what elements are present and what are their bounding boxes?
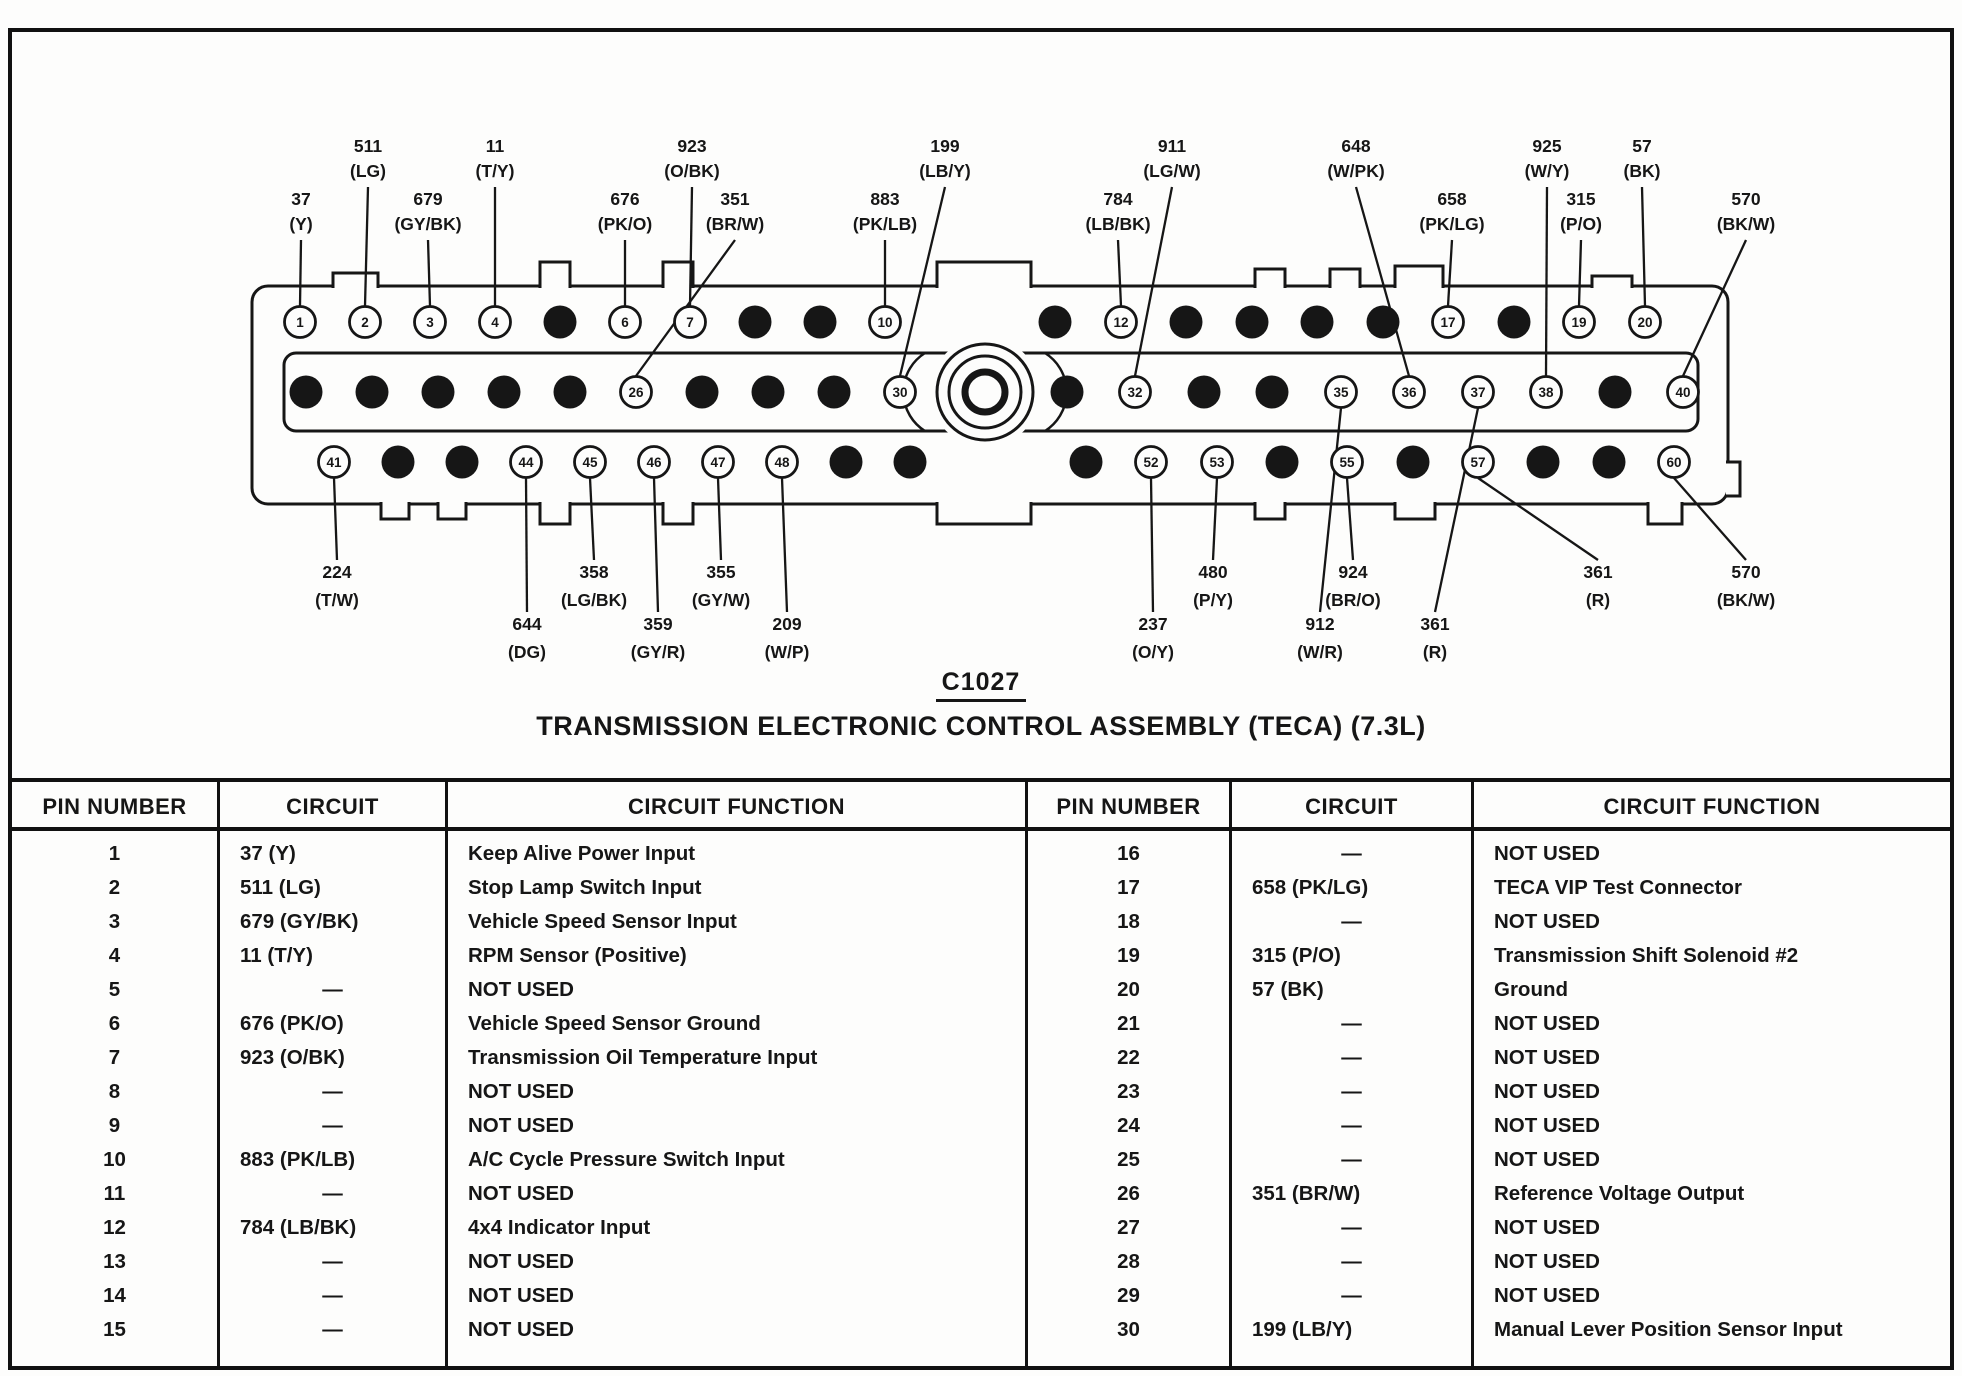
circuit-cell: —	[1341, 1046, 1362, 1069]
wire-circuit-number: 925	[1532, 136, 1562, 156]
pin-number-cell: 24	[1117, 1114, 1140, 1137]
pin-number-30: 30	[892, 385, 908, 400]
circuit-cell: 883 (PK/LB)	[240, 1148, 356, 1171]
wire-circuit-number: 480	[1198, 562, 1228, 582]
connector-key-tab	[381, 502, 409, 519]
wire-circuit-number: 644	[512, 614, 542, 634]
table-column-right-circuit	[1232, 782, 1474, 1366]
wire-circuit-number: 676	[610, 189, 640, 209]
circuit-cell: —	[322, 1250, 343, 1273]
circuit-cell: —	[1341, 1148, 1362, 1171]
pin-number-46: 46	[646, 455, 662, 470]
pin-21-unused	[290, 376, 323, 409]
pin-number-cell: 4	[108, 944, 121, 967]
circuit-cell: 57 (BK)	[1252, 978, 1324, 1001]
connector-key-tab	[937, 262, 1031, 288]
circuit-function-cell: NOT USED	[1494, 910, 1600, 933]
wire-circuit-number: 359	[643, 614, 673, 634]
column-cells	[1028, 831, 1229, 1347]
pin-33-unused	[1188, 376, 1221, 409]
pin-50-unused	[894, 446, 927, 479]
wire-color-code: (BK/W)	[1716, 590, 1776, 610]
wire-leader-line	[1347, 478, 1353, 560]
pin-number-40: 40	[1675, 385, 1691, 400]
circuit-function-cell: 4x4 Indicator Input	[468, 1216, 651, 1239]
pin-42-unused	[382, 446, 415, 479]
column-header: CIRCUIT FUNCTION	[448, 782, 1025, 831]
circuit-cell: —	[1341, 1284, 1362, 1307]
pin-58-unused	[1527, 446, 1560, 479]
circuit-function-cell: NOT USED	[468, 1318, 574, 1341]
pin-number-17: 17	[1440, 315, 1456, 330]
wire-leader-line	[1448, 240, 1452, 306]
circuit-function-cell: NOT USED	[468, 978, 574, 1001]
wire-color-code: (BK)	[1623, 161, 1661, 181]
circuit-function-cell: Reference Voltage Output	[1494, 1182, 1745, 1205]
connector-key-tab	[1648, 502, 1682, 524]
pin-11-unused	[1039, 306, 1072, 339]
pin-number-60: 60	[1666, 455, 1682, 470]
pin-number-3: 3	[426, 315, 434, 330]
circuit-function-cell: NOT USED	[468, 1080, 574, 1103]
circuit-function-cell: Vehicle Speed Sensor Ground	[468, 1012, 761, 1035]
wire-circuit-number: 199	[930, 136, 960, 156]
wire-leader-line	[782, 478, 787, 612]
pin-number-12: 12	[1113, 315, 1129, 330]
pin-number-32: 32	[1127, 385, 1143, 400]
pin-number-cell: 7	[108, 1046, 121, 1069]
circuit-cell: —	[322, 1284, 343, 1307]
connector-diagram	[12, 32, 1950, 778]
wire-circuit-number: 224	[322, 562, 352, 582]
pin-number-57: 57	[1470, 455, 1486, 470]
pin-number-36: 36	[1401, 385, 1417, 400]
wire-circuit-number: 912	[1305, 614, 1335, 634]
wire-circuit-number: 911	[1157, 136, 1187, 156]
pin-number-7: 7	[686, 315, 694, 330]
circuit-function-cell: NOT USED	[468, 1182, 574, 1205]
wire-color-code: (T/W)	[315, 590, 359, 610]
pin-9-unused	[804, 306, 837, 339]
circuit-function-cell: Stop Lamp Switch Input	[468, 876, 702, 899]
circuit-cell: 37 (Y)	[240, 842, 296, 865]
wire-leader-line	[300, 240, 301, 306]
mount-hole-mask	[930, 337, 1040, 447]
circuit-cell: 315 (P/O)	[1252, 944, 1341, 967]
circuit-function-cell: RPM Sensor (Positive)	[468, 944, 687, 967]
circuit-cell: —	[322, 1080, 343, 1103]
circuit-cell: —	[1341, 1012, 1362, 1035]
pin-15-unused	[1301, 306, 1334, 339]
pin-number-6: 6	[621, 315, 629, 330]
wire-color-code: (O/BK)	[664, 161, 720, 181]
wire-leader-line	[1579, 240, 1581, 306]
pin-number-cell: 9	[108, 1114, 121, 1137]
pin-29-unused	[818, 376, 851, 409]
connector-key-tab	[1592, 276, 1632, 288]
circuit-function-cell: TECA VIP Test Connector	[1494, 876, 1742, 899]
column-header: CIRCUIT	[1232, 782, 1471, 831]
column-header: CIRCUIT	[220, 782, 445, 831]
wire-color-code: (BR/O)	[1325, 590, 1381, 610]
pin-28-unused	[752, 376, 785, 409]
circuit-cell: 658 (PK/LG)	[1252, 876, 1369, 899]
pin-number-53: 53	[1209, 455, 1225, 470]
schematic-sheet	[8, 28, 1954, 1370]
column-header: PIN NUMBER	[1028, 782, 1229, 831]
pin-27-unused	[686, 376, 719, 409]
circuit-cell: 199 (LB/Y)	[1252, 1318, 1353, 1341]
wire-color-code: (W/Y)	[1524, 161, 1570, 181]
circuit-cell: 923 (O/BK)	[240, 1046, 345, 1069]
pin-number-cell: 1	[108, 842, 121, 865]
circuit-cell: —	[1341, 910, 1362, 933]
wire-color-code: (PK/LG)	[1419, 214, 1485, 234]
pin-5-unused	[544, 306, 577, 339]
wire-circuit-number: 355	[706, 562, 736, 582]
column-cells	[1474, 831, 1950, 1347]
wire-circuit-number: 923	[677, 136, 707, 156]
circuit-function-cell: Transmission Shift Solenoid #2	[1494, 944, 1799, 967]
wire-leader-line	[428, 240, 430, 306]
circuit-cell: —	[322, 1114, 343, 1137]
column-header: CIRCUIT FUNCTION	[1474, 782, 1950, 831]
circuit-cell: —	[322, 1318, 343, 1341]
circuit-cell: —	[1341, 1114, 1362, 1137]
wire-leader-line	[365, 187, 368, 306]
pin-number-19: 19	[1571, 315, 1587, 330]
connector-key-tab	[937, 502, 1031, 524]
wire-color-code: (LG)	[350, 161, 386, 181]
pin-number-4: 4	[491, 315, 499, 330]
wire-leader-line	[1118, 240, 1121, 306]
wire-leader-line	[718, 478, 721, 560]
wire-circuit-number: 784	[1103, 189, 1133, 209]
connector-key-tab	[1255, 269, 1285, 288]
pin-number-cell: 20	[1117, 978, 1140, 1001]
circuit-function-cell: NOT USED	[1494, 1046, 1600, 1069]
pin-number-41: 41	[326, 455, 342, 470]
pin-number-cell: 11	[103, 1182, 126, 1205]
wire-color-code: (W/PK)	[1327, 161, 1385, 181]
pin-number-cell: 26	[1117, 1182, 1140, 1205]
wire-color-code: (P/Y)	[1193, 590, 1233, 610]
wire-color-code: (R)	[1585, 590, 1611, 610]
pin-25-unused	[554, 376, 587, 409]
wire-color-code: (GY/W)	[691, 590, 751, 610]
circuit-function-cell: Ground	[1494, 978, 1569, 1001]
circuit-cell: —	[1341, 842, 1362, 865]
circuit-function-cell: A/C Cycle Pressure Switch Input	[468, 1148, 785, 1171]
pin-number-cell: 19	[1117, 944, 1140, 967]
column-cells	[448, 831, 1025, 1347]
pin-54-unused	[1266, 446, 1299, 479]
wire-leader-line	[1213, 478, 1217, 560]
pin-number-cell: 30	[1117, 1318, 1140, 1341]
wire-color-code: (T/Y)	[475, 161, 515, 181]
table-column-left-pin	[12, 782, 220, 1366]
pin-number-cell: 6	[108, 1012, 121, 1035]
connector-key-tab	[438, 502, 466, 519]
pin-13-unused	[1170, 306, 1203, 339]
pin-number-cell: 21	[1117, 1012, 1140, 1035]
diagram-title: TRANSMISSION ELECTRONIC CONTROL ASSEMBLY (TECA) (7.3L)	[536, 711, 1426, 741]
pin-56-unused	[1397, 446, 1430, 479]
pin-39-unused	[1599, 376, 1632, 409]
circuit-cell: —	[1341, 1216, 1362, 1239]
wire-leader-line	[690, 187, 692, 306]
wire-color-code: (W/R)	[1297, 642, 1343, 662]
pin-number-cell: 2	[108, 876, 121, 899]
pin-number-cell: 14	[103, 1284, 126, 1307]
pin-14-unused	[1236, 306, 1269, 339]
wire-color-code: (BR/W)	[705, 214, 765, 234]
wire-color-code: (DG)	[508, 642, 546, 662]
circuit-cell: 351 (BR/W)	[1252, 1182, 1361, 1205]
wire-circuit-number: 883	[870, 189, 900, 209]
connector-key-tab	[663, 502, 693, 524]
circuit-function-cell: NOT USED	[1494, 1080, 1600, 1103]
wire-circuit-number: 57	[1632, 136, 1652, 156]
pin-number-cell: 5	[108, 978, 121, 1001]
circuit-function-cell: NOT USED	[1494, 1216, 1600, 1239]
pin-number-cell: 16	[1117, 842, 1140, 865]
circuit-cell: 676 (PK/O)	[240, 1012, 344, 1035]
pin-number-20: 20	[1637, 315, 1653, 330]
wire-leader-line	[1478, 478, 1598, 560]
circuit-cell: 11 (T/Y)	[240, 944, 313, 967]
wire-leader-line	[334, 478, 337, 560]
pin-number-37: 37	[1470, 385, 1486, 400]
table-column-right-pin	[1028, 782, 1232, 1366]
connector-key-tab	[1395, 266, 1443, 288]
pin-number-cell: 15	[103, 1318, 126, 1341]
pin-51-unused	[1070, 446, 1103, 479]
wire-circuit-number: 11	[485, 136, 505, 156]
circuit-function-cell: NOT USED	[1494, 842, 1600, 865]
pin-8-unused	[739, 306, 772, 339]
pin-number-cell: 13	[103, 1250, 126, 1273]
pin-number-cell: 23	[1117, 1080, 1140, 1103]
wire-circuit-number: 237	[1138, 614, 1168, 634]
table-column-left-func	[448, 782, 1028, 1366]
circuit-cell: —	[322, 978, 343, 1001]
pin-number-52: 52	[1143, 455, 1159, 470]
pin-43-unused	[446, 446, 479, 479]
wire-color-code: (Y)	[289, 214, 313, 234]
pin-number-2: 2	[361, 315, 369, 330]
connector-key-tab	[1726, 462, 1740, 496]
wire-circuit-number: 924	[1338, 562, 1368, 582]
column-cells	[220, 831, 445, 1347]
connector-key-tab	[1395, 502, 1435, 519]
connector-id: C1027	[936, 668, 1027, 702]
wire-circuit-number: 351	[720, 189, 750, 209]
column-cells	[1232, 831, 1471, 1347]
wire-circuit-number: 511	[353, 136, 383, 156]
wire-circuit-number: 658	[1437, 189, 1467, 209]
wire-color-code: (LB/Y)	[919, 161, 971, 181]
connector-key-tab	[540, 502, 570, 524]
pin-49-unused	[830, 446, 863, 479]
wire-color-code: (GY/R)	[630, 642, 686, 662]
circuit-cell: 784 (LB/BK)	[240, 1216, 357, 1239]
wire-circuit-number: 361	[1583, 562, 1613, 582]
pin-number-38: 38	[1538, 385, 1554, 400]
wire-color-code: (PK/O)	[597, 214, 653, 234]
circuit-function-cell: NOT USED	[1494, 1250, 1600, 1273]
circuit-function-cell: NOT USED	[468, 1250, 574, 1273]
wire-circuit-number: 315	[1566, 189, 1596, 209]
wire-color-code: (R)	[1422, 642, 1448, 662]
connector-key-tab	[540, 262, 570, 288]
pin-number-10: 10	[877, 315, 893, 330]
wire-leader-line	[1683, 240, 1746, 376]
wire-leader-line	[1642, 187, 1645, 306]
pin-18-unused	[1498, 306, 1531, 339]
circuit-function-cell: Vehicle Speed Sensor Input	[468, 910, 737, 933]
connector-key-tab	[663, 262, 693, 288]
connector-key-tab	[1255, 502, 1285, 519]
circuit-function-cell: NOT USED	[468, 1284, 574, 1307]
pin-number-cell: 12	[103, 1216, 126, 1239]
wire-color-code: (GY/BK)	[394, 214, 462, 234]
circuit-cell: 679 (GY/BK)	[240, 910, 359, 933]
table-column-right-func	[1474, 782, 1950, 1366]
connector-key-tab	[333, 273, 378, 288]
pin-number-48: 48	[774, 455, 790, 470]
wire-leader-line	[590, 478, 594, 560]
circuit-cell: —	[1341, 1250, 1362, 1273]
wire-leader-line	[654, 478, 658, 612]
pin-number-cell: 17	[1117, 876, 1140, 899]
pin-number-cell: 28	[1117, 1250, 1140, 1273]
circuit-function-cell: NOT USED	[1494, 1114, 1600, 1137]
circuit-function-cell: NOT USED	[1494, 1284, 1600, 1307]
pin-number-cell: 10	[103, 1148, 126, 1171]
circuit-function-cell: Keep Alive Power Input	[468, 842, 696, 865]
wire-circuit-number: 679	[413, 189, 443, 209]
circuit-function-cell: Transmission Oil Temperature Input	[468, 1046, 818, 1069]
wire-circuit-number: 358	[579, 562, 609, 582]
pin-number-cell: 25	[1117, 1148, 1140, 1171]
diagram-captions	[12, 668, 1950, 742]
column-header: PIN NUMBER	[12, 782, 217, 831]
circuit-cell: —	[322, 1182, 343, 1205]
pin-23-unused	[422, 376, 455, 409]
wire-color-code: (LG/W)	[1143, 161, 1201, 181]
pin-24-unused	[488, 376, 521, 409]
pin-number-26: 26	[628, 385, 644, 400]
wire-circuit-number: 648	[1341, 136, 1371, 156]
circuit-function-cell: Manual Lever Position Sensor Input	[1494, 1318, 1843, 1341]
circuit-function-cell: NOT USED	[1494, 1012, 1600, 1035]
pin-function-table	[12, 778, 1950, 1366]
pin-number-47: 47	[710, 455, 726, 470]
connector-drawing	[12, 32, 1950, 778]
wire-color-code: (LB/BK)	[1085, 214, 1151, 234]
pin-number-cell: 22	[1117, 1046, 1140, 1069]
pin-number-35: 35	[1333, 385, 1349, 400]
table-column-left-circuit	[220, 782, 448, 1366]
pin-59-unused	[1593, 446, 1626, 479]
circuit-cell: 511 (LG)	[240, 876, 321, 899]
connector-key-tab	[1330, 269, 1360, 288]
circuit-function-cell: NOT USED	[468, 1114, 574, 1137]
wire-circuit-number: 570	[1731, 189, 1761, 209]
wire-color-code: (BK/W)	[1716, 214, 1776, 234]
pin-number-1: 1	[296, 315, 304, 330]
pin-number-cell: 18	[1117, 910, 1140, 933]
pin-number-cell: 27	[1117, 1216, 1140, 1239]
circuit-function-cell: NOT USED	[1494, 1148, 1600, 1171]
pin-34-unused	[1256, 376, 1289, 409]
pin-22-unused	[356, 376, 389, 409]
wire-color-code: (O/Y)	[1132, 642, 1174, 662]
wire-color-code: (P/O)	[1560, 214, 1602, 234]
pin-number-cell: 3	[108, 910, 121, 933]
pin-number-55: 55	[1339, 455, 1355, 470]
wire-color-code: (PK/LB)	[852, 214, 918, 234]
pin-31-unused	[1051, 376, 1084, 409]
circuit-cell: —	[1341, 1080, 1362, 1103]
wire-leader-line	[1151, 478, 1153, 612]
pin-number-cell: 29	[1117, 1284, 1140, 1307]
column-cells	[12, 831, 217, 1347]
wire-leader-line	[1435, 408, 1478, 612]
wire-circuit-number: 570	[1731, 562, 1761, 582]
wire-leader-line	[526, 478, 527, 612]
pin-number-45: 45	[582, 455, 598, 470]
wire-circuit-number: 361	[1420, 614, 1450, 634]
pin-number-cell: 8	[108, 1080, 121, 1103]
wire-color-code: (W/P)	[764, 642, 810, 662]
wire-leader-line	[1546, 187, 1547, 376]
pin-number-44: 44	[518, 455, 534, 470]
wire-color-code: (LG/BK)	[560, 590, 628, 610]
wire-circuit-number: 209	[772, 614, 802, 634]
pin-16-unused	[1367, 306, 1400, 339]
wire-circuit-number: 37	[291, 189, 311, 209]
